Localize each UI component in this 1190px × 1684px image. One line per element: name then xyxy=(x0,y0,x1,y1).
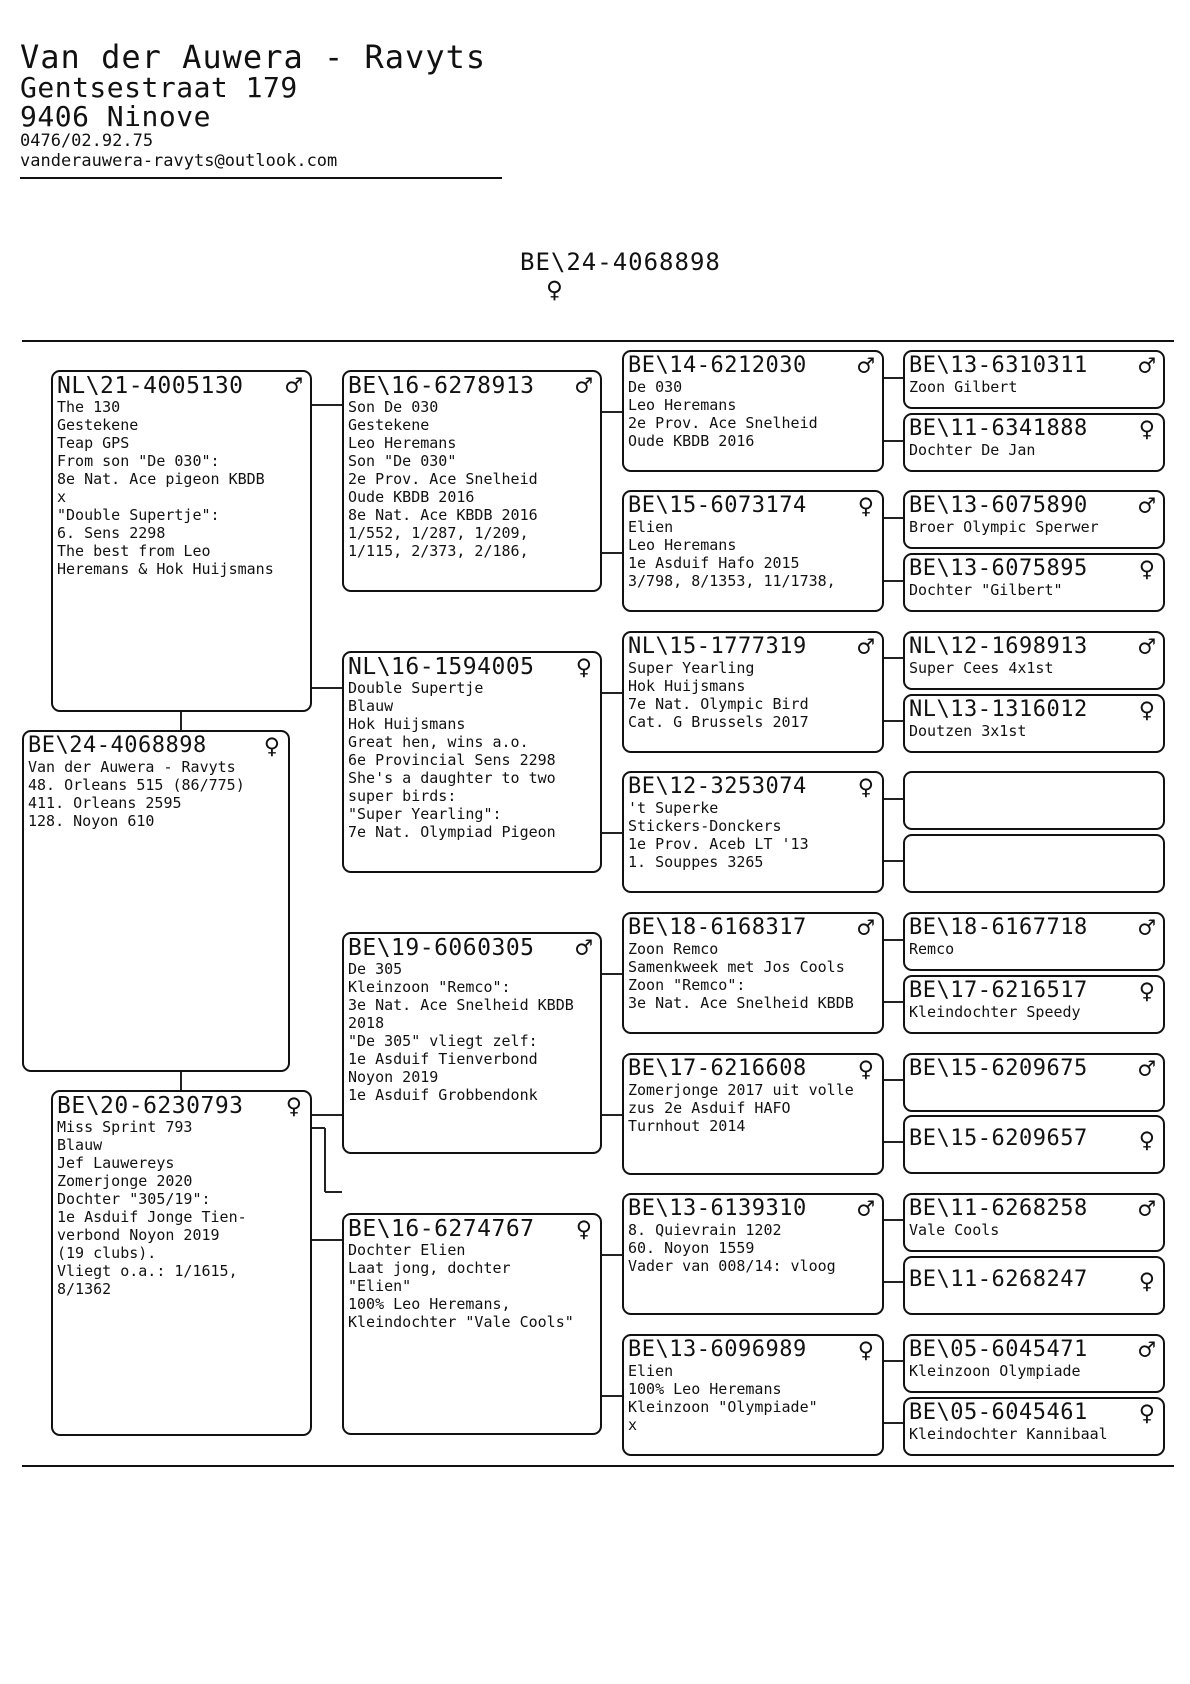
pedigree-card-gen3[interactable] xyxy=(622,1193,884,1315)
card-line: Oude KBDB 2016 xyxy=(348,488,475,506)
card-line: Vliegt o.a.: 1/1615, xyxy=(57,1262,238,1280)
card-info xyxy=(909,441,1159,459)
card-line: Hok Huijsmans xyxy=(348,715,466,733)
card-line: Kleinzoon "Remco": xyxy=(348,978,511,996)
pedigree-card-gen4[interactable] xyxy=(903,694,1165,753)
card-info xyxy=(909,722,1159,740)
card-info xyxy=(628,518,878,590)
pedigree-card-gen4[interactable] xyxy=(903,631,1165,690)
card-line: Zoon Remco xyxy=(628,940,719,958)
pedigree-card-gen4[interactable] xyxy=(903,413,1165,472)
card-info xyxy=(628,799,878,871)
card-line: 2018 xyxy=(348,1014,385,1032)
card-line: Hok Huijsmans xyxy=(628,677,746,695)
female-icon: ♀ xyxy=(857,491,874,522)
card-info xyxy=(628,378,878,450)
pedigree-card-gen2[interactable] xyxy=(342,932,602,1154)
card-line: 100% Leo Heremans, xyxy=(348,1295,511,1313)
card-line: Stickers-Donckers xyxy=(628,817,782,835)
card-line: Elien xyxy=(628,518,674,536)
card-line: Doutzen 3x1st xyxy=(909,722,1027,740)
pedigree-card-gen2[interactable] xyxy=(342,1213,602,1435)
male-icon: ♂ xyxy=(1138,632,1155,663)
card-line: Dochter De Jan xyxy=(909,441,1036,459)
card-line: Super Yearling xyxy=(628,659,755,677)
card-line: Zomerjonge 2017 uit volle xyxy=(628,1081,854,1099)
ring-number: BE\11-6268258 xyxy=(909,1196,1088,1221)
card-line: 7e Nat. Olympiad Pigeon xyxy=(348,823,556,841)
ring-number: BE\13-6139310 xyxy=(628,1196,807,1221)
card-line: Dochter "305/19": xyxy=(57,1190,211,1208)
pedigree-card-gen3[interactable] xyxy=(622,771,884,893)
card-line: Heremans & Hok Huijsmans xyxy=(57,560,274,578)
card-line: Gestekene xyxy=(348,416,430,434)
ring-number: NL\16-1594005 xyxy=(348,654,535,680)
pedigree-card-gen3[interactable] xyxy=(622,490,884,612)
female-icon: ♀ xyxy=(1138,414,1155,445)
pedigree-card-gen3[interactable] xyxy=(622,1053,884,1175)
ring-number: BE\13-6096989 xyxy=(628,1337,807,1362)
card-line: "Elien" xyxy=(348,1277,412,1295)
ring-number: BE\05-6045471 xyxy=(909,1337,1088,1362)
card-line: zus 2e Asduif HAFO xyxy=(628,1099,791,1117)
card-info xyxy=(628,659,878,731)
card-line: Leo Heremans xyxy=(348,434,457,452)
male-icon: ♂ xyxy=(1138,1335,1155,1366)
ring-number: BE\24-4068898 xyxy=(28,733,207,758)
subject-ring: BE\24-4068898 xyxy=(520,248,721,276)
pedigree-card-sire[interactable] xyxy=(51,370,312,712)
card-line: Kleindochter Kannibaal xyxy=(909,1425,1108,1443)
ring-number: BE\19-6060305 xyxy=(348,935,535,961)
pedigree-card-gen4[interactable] xyxy=(903,490,1165,549)
card-line: 1/552, 1/287, 1/209, xyxy=(348,524,529,542)
ring-number: NL\13-1316012 xyxy=(909,697,1088,722)
card-info xyxy=(348,679,596,841)
pedigree-card-dam[interactable] xyxy=(51,1090,312,1436)
card-line: Blauw xyxy=(348,697,394,715)
card-line: Teap GPS xyxy=(57,434,130,452)
card-line: 1e Asduif Grobbendonk xyxy=(348,1086,538,1104)
owner-name: Van der Auwera - Ravyts xyxy=(20,38,487,76)
card-info xyxy=(348,1241,596,1331)
female-icon: ♀ xyxy=(1138,554,1155,585)
card-line: Double Supertje xyxy=(348,679,484,697)
pedigree-card-gen2[interactable] xyxy=(342,370,602,592)
female-icon: ♀ xyxy=(575,652,592,683)
card-line: "De 305" vliegt zelf: xyxy=(348,1032,538,1050)
pedigree-card-gen4[interactable] xyxy=(903,350,1165,409)
card-line: Elien xyxy=(628,1362,674,1380)
card-info xyxy=(348,398,596,560)
male-icon: ♂ xyxy=(1138,351,1155,382)
card-info xyxy=(909,1221,1159,1239)
card-line: 2e Prov. Ace Snelheid xyxy=(628,414,818,432)
card-line: 8/1362 xyxy=(57,1280,112,1298)
card-line: The 130 xyxy=(57,398,121,416)
card-line: Broer Olympic Sperwer xyxy=(909,518,1099,536)
female-icon: ♀ xyxy=(1138,1125,1155,1156)
ring-number: BE\18-6167718 xyxy=(909,915,1088,940)
card-line: Remco xyxy=(909,940,955,958)
card-info xyxy=(628,1221,878,1275)
pedigree-card-gen3[interactable] xyxy=(622,631,884,753)
card-line: Dochter "Gilbert" xyxy=(909,581,1063,599)
card-line: (19 clubs). xyxy=(57,1244,157,1262)
female-icon: ♀ xyxy=(285,1091,302,1122)
pedigree-card-gen4[interactable] xyxy=(903,1053,1165,1112)
female-icon: ♀ xyxy=(546,273,563,306)
card-line: Oude KBDB 2016 xyxy=(628,432,755,450)
female-icon: ♀ xyxy=(1138,695,1155,726)
ring-number: BE\16-6278913 xyxy=(348,373,535,399)
ring-number: NL\21-4005130 xyxy=(57,373,244,399)
card-line: Van der Auwera - Ravyts xyxy=(28,758,236,776)
ring-number: NL\12-1698913 xyxy=(909,634,1088,659)
card-info xyxy=(909,518,1159,536)
male-icon: ♂ xyxy=(1138,1054,1155,1085)
owner-city: 9406 Ninove xyxy=(20,100,211,133)
male-icon: ♂ xyxy=(1138,913,1155,944)
card-line: 411. Orleans 2595 xyxy=(28,794,182,812)
card-line: 6e Provincial Sens 2298 xyxy=(348,751,556,769)
ring-number: NL\15-1777319 xyxy=(628,634,807,659)
card-line: 60. Noyon 1559 xyxy=(628,1239,755,1257)
pedigree-card-gen3[interactable] xyxy=(622,350,884,472)
card-line: "Super Yearling": xyxy=(348,805,502,823)
pedigree-card-empty[interactable] xyxy=(903,834,1165,893)
card-line: 3/798, 8/1353, 11/1738, xyxy=(628,572,836,590)
pedigree-card-empty[interactable] xyxy=(903,771,1165,830)
card-info xyxy=(28,758,284,830)
card-line: 8e Nat. Ace pigeon KBDB xyxy=(57,470,265,488)
card-line: 8. Quievrain 1202 xyxy=(628,1221,782,1239)
card-line: 48. Orleans 515 (86/775) xyxy=(28,776,245,794)
card-info xyxy=(628,1362,878,1434)
ring-number: BE\15-6209675 xyxy=(909,1056,1088,1081)
pedigree-card-gen3[interactable] xyxy=(622,912,884,1034)
pedigree-card-gen4[interactable] xyxy=(903,1334,1165,1393)
female-icon: ♀ xyxy=(857,772,874,803)
female-icon: ♀ xyxy=(575,1214,592,1245)
pedigree-card-gen4[interactable] xyxy=(903,1256,1165,1315)
card-line: From son "De 030": xyxy=(57,452,220,470)
card-line: Super Cees 4x1st xyxy=(909,659,1054,677)
card-line: Zomerjonge 2020 xyxy=(57,1172,193,1190)
card-line: 1e Asduif Jonge Tien- xyxy=(57,1208,247,1226)
ring-number: BE\13-6075890 xyxy=(909,493,1088,518)
card-info xyxy=(348,960,596,1104)
card-line: 3e Nat. Ace Snelheid KBDB xyxy=(628,994,854,1012)
card-line: Dochter Elien xyxy=(348,1241,466,1259)
ring-number: BE\12-3253074 xyxy=(628,774,807,799)
ring-number: BE\15-6209657 xyxy=(909,1126,1088,1151)
male-icon: ♂ xyxy=(1138,491,1155,522)
card-line: Kleinzoon "Olympiade" xyxy=(628,1398,818,1416)
pedigree-card-gen4[interactable] xyxy=(903,912,1165,971)
pedigree-card-gen2[interactable] xyxy=(342,651,602,873)
pedigree-card-gen4[interactable] xyxy=(903,553,1165,612)
male-icon: ♂ xyxy=(857,632,874,663)
card-line: Kleinzoon Olympiade xyxy=(909,1362,1081,1380)
owner-block xyxy=(20,38,487,171)
card-line: Turnhout 2014 xyxy=(628,1117,746,1135)
card-line: 't Superke xyxy=(628,799,719,817)
male-icon: ♂ xyxy=(857,1194,874,1225)
male-icon: ♂ xyxy=(575,371,592,402)
card-line: Leo Heremans xyxy=(628,396,737,414)
ring-number: BE\13-6075895 xyxy=(909,556,1088,581)
card-line: 6. Sens 2298 xyxy=(57,524,166,542)
pedigree-card-gen4[interactable] xyxy=(903,975,1165,1034)
card-info xyxy=(628,1081,878,1135)
owner-email: vanderauwera-ravyts@outlook.com xyxy=(20,151,338,171)
pedigree-card-gen4[interactable] xyxy=(903,1397,1165,1456)
card-line: x xyxy=(628,1416,638,1434)
card-line: 1e Prov. Aceb LT '13 xyxy=(628,835,809,853)
card-line: 128. Noyon 610 xyxy=(28,812,155,830)
ring-number: BE\17-6216608 xyxy=(628,1056,807,1081)
card-info xyxy=(628,940,878,1012)
card-line: De 305 xyxy=(348,960,403,978)
card-line: The best from Leo xyxy=(57,542,211,560)
card-line: Samenkweek met Jos Cools xyxy=(628,958,845,976)
pedigree-card-gen4[interactable] xyxy=(903,1193,1165,1252)
card-line: 8e Nat. Ace KBDB 2016 xyxy=(348,506,538,524)
ring-number: BE\11-6268247 xyxy=(909,1267,1088,1292)
pedigree-card-subject[interactable] xyxy=(22,730,290,1072)
ring-number: BE\18-6168317 xyxy=(628,915,807,940)
female-icon: ♀ xyxy=(1138,976,1155,1007)
card-info xyxy=(909,581,1159,599)
card-line: 3e Nat. Ace Snelheid KBDB xyxy=(348,996,574,1014)
ring-number: BE\13-6310311 xyxy=(909,353,1088,378)
card-line: "Double Supertje": xyxy=(57,506,220,524)
card-info xyxy=(909,1362,1159,1380)
card-info xyxy=(909,659,1159,677)
female-icon: ♀ xyxy=(1138,1266,1155,1297)
card-line: Vale Cools xyxy=(909,1221,1000,1239)
male-icon: ♂ xyxy=(1138,1194,1155,1225)
ring-number: BE\05-6045461 xyxy=(909,1400,1088,1425)
bottom-divider xyxy=(22,1465,1174,1467)
ring-number: BE\15-6073174 xyxy=(628,493,807,518)
ring-number: BE\16-6274767 xyxy=(348,1216,535,1242)
card-line: 7e Nat. Olympic Bird xyxy=(628,695,809,713)
card-line: Son De 030 xyxy=(348,398,439,416)
card-line: Zoon "Remco": xyxy=(628,976,746,994)
card-line: super birds: xyxy=(348,787,457,805)
pedigree-card-gen3[interactable] xyxy=(622,1334,884,1456)
card-line: 2e Prov. Ace Snelheid xyxy=(348,470,538,488)
card-info xyxy=(57,1118,306,1298)
ring-number: BE\17-6216517 xyxy=(909,978,1088,1003)
card-line: 1/115, 2/373, 2/186, xyxy=(348,542,529,560)
card-line: Kleindochter "Vale Cools" xyxy=(348,1313,574,1331)
female-icon: ♀ xyxy=(857,1054,874,1085)
owner-street: Gentsestraat 179 xyxy=(20,71,298,104)
female-icon: ♀ xyxy=(1138,1398,1155,1429)
card-line: 1e Asduif Tienverbond xyxy=(348,1050,538,1068)
card-line: 100% Leo Heremans xyxy=(628,1380,782,1398)
male-icon: ♂ xyxy=(575,933,592,964)
card-line: De 030 xyxy=(628,378,683,396)
top-divider xyxy=(22,340,1174,342)
card-line: verbond Noyon 2019 xyxy=(57,1226,220,1244)
card-line: Leo Heremans xyxy=(628,536,737,554)
male-icon: ♂ xyxy=(857,351,874,382)
card-info xyxy=(909,940,1159,958)
card-line: 1e Asduif Hafo 2015 xyxy=(628,554,800,572)
card-line: Gestekene xyxy=(57,416,139,434)
card-line: x xyxy=(57,488,67,506)
card-info xyxy=(57,398,306,578)
card-line: Zoon Gilbert xyxy=(909,378,1018,396)
male-icon: ♂ xyxy=(857,913,874,944)
ring-number: BE\14-6212030 xyxy=(628,353,807,378)
card-line: Cat. G Brussels 2017 xyxy=(628,713,809,731)
card-line: 1. Souppes 3265 xyxy=(628,853,764,871)
card-line: Great hen, wins a.o. xyxy=(348,733,529,751)
card-line: Kleindochter Speedy xyxy=(909,1003,1081,1021)
owner-phone: 0476/02.92.75 xyxy=(20,131,154,151)
card-line: Son "De 030" xyxy=(348,452,457,470)
card-line: Blauw xyxy=(57,1136,103,1154)
card-line: Vader van 008/14: vloog xyxy=(628,1257,836,1275)
card-line: Laat jong, dochter xyxy=(348,1259,511,1277)
card-line: Miss Sprint 793 xyxy=(57,1118,193,1136)
card-info xyxy=(909,1003,1159,1021)
female-icon: ♀ xyxy=(263,731,280,762)
card-line: Jef Lauwereys xyxy=(57,1154,175,1172)
pedigree-card-gen4[interactable] xyxy=(903,1115,1165,1174)
female-icon: ♀ xyxy=(857,1335,874,1366)
card-line: Noyon 2019 xyxy=(348,1068,439,1086)
ring-number: BE\20-6230793 xyxy=(57,1093,244,1119)
card-info xyxy=(909,378,1159,396)
card-info xyxy=(909,1425,1159,1443)
owner-underline xyxy=(20,177,502,179)
card-line: She's a daughter to two xyxy=(348,769,556,787)
ring-number: BE\11-6341888 xyxy=(909,416,1088,441)
male-icon: ♂ xyxy=(285,371,302,402)
